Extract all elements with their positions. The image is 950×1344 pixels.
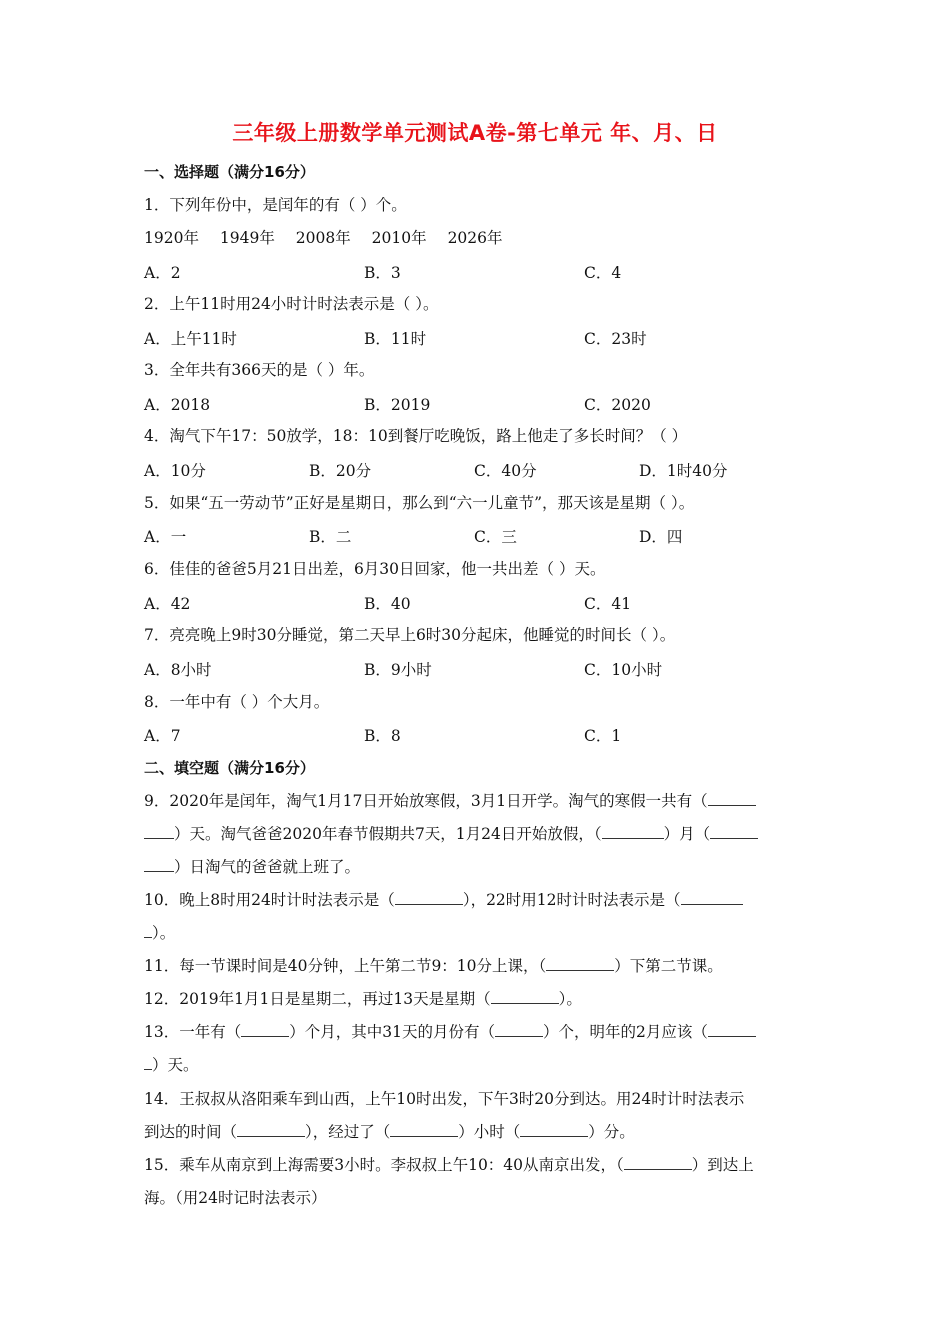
option-c: C．4 bbox=[584, 264, 622, 282]
question-1-years bbox=[144, 227, 814, 249]
question-14-line-2 bbox=[144, 1121, 814, 1143]
question-4: 4．淘气下午17：50放学，18：10到餐厅吃晚饭，路上他走了多长时间？（ ） bbox=[144, 427, 688, 445]
option-a: A．2 bbox=[144, 264, 181, 282]
question-14: 14．王叔叔从洛阳乘车到山西，上午10时出发，下午3时20分到达。用24时计时法表示 bbox=[144, 1090, 745, 1108]
question-9-line-3 bbox=[144, 856, 814, 878]
question-10 bbox=[144, 889, 814, 911]
option-a: A．上午11时 bbox=[144, 330, 237, 348]
option-b: B．40 bbox=[364, 595, 411, 613]
question-13-text: ）个，明年的2月应该（ bbox=[542, 1023, 708, 1041]
question-14-text: ），经过了（ bbox=[305, 1123, 391, 1141]
question-15 bbox=[144, 1154, 814, 1176]
option-a: A．一 bbox=[144, 528, 187, 546]
answer-blank[interactable] bbox=[602, 823, 664, 839]
option-c: C．40分 bbox=[474, 462, 537, 480]
question-14-text: 到达的时间（ bbox=[144, 1123, 238, 1141]
section-heading-fill: 二、填空题（满分16分） bbox=[144, 759, 315, 777]
question-11 bbox=[144, 955, 814, 977]
question-15-text: ）到达上 bbox=[691, 1156, 754, 1174]
answer-blank[interactable] bbox=[390, 1121, 458, 1137]
option-c: C．三 bbox=[474, 528, 517, 546]
page-title: 三年级上册数学单元测试A卷-第七单元 年、月、日 bbox=[232, 121, 718, 145]
question-10-text: ），22时用12时计时法表示是（ bbox=[462, 891, 681, 909]
question-5: 5．如果“五一劳动节”正好是星期日，那么到“六一儿童节”，那天该是星期（ ）。 bbox=[144, 494, 695, 512]
question-8: 8．一年中有（ ）个大月。 bbox=[144, 693, 330, 711]
question-12-text: 12．2019年1月1日是星期二，再过13天是星期（ bbox=[144, 990, 491, 1008]
question-9-line-2 bbox=[144, 823, 814, 845]
answer-blank[interactable] bbox=[144, 922, 152, 938]
option-a: A．7 bbox=[144, 727, 181, 745]
question-13-text: 13．一年有（ bbox=[144, 1023, 242, 1041]
question-1: 1．下列年份中，是闰年的有（ ）个。 bbox=[144, 196, 407, 214]
question-13 bbox=[144, 1021, 814, 1043]
option-b: B．2019 bbox=[364, 396, 431, 414]
option-a: A．10分 bbox=[144, 462, 206, 480]
question-12-text: ）。 bbox=[558, 990, 582, 1008]
question-2: 2．上午11时用24小时计时法表示是（ ）。 bbox=[144, 295, 439, 313]
answer-blank[interactable] bbox=[144, 856, 174, 872]
question-6: 6．佳佳的爸爸5月21日出差，6月30日回家，他一共出差（ ）天。 bbox=[144, 560, 606, 578]
year-item: 2026年 bbox=[447, 229, 503, 247]
answer-blank[interactable] bbox=[520, 1121, 588, 1137]
question-15-line-2: 海。（用24时记时法表示） bbox=[144, 1189, 327, 1207]
question-10-text: ）。 bbox=[152, 924, 176, 942]
year-item: 2010年 bbox=[371, 229, 427, 247]
question-11-text: 11．每一节课时间是40分钟，上午第二节9：10分上课，（ bbox=[144, 957, 547, 975]
option-b: B．9小时 bbox=[364, 661, 432, 679]
question-9-text: ）日淘气的爸爸就上班了。 bbox=[174, 858, 361, 876]
question-15-text: 15．乘车从南京到上海需要3小时。李叔叔上午10：40从南京出发，（ bbox=[144, 1156, 624, 1174]
question-13-text: ）个月，其中31天的月份有（ bbox=[289, 1023, 495, 1041]
answer-blank[interactable] bbox=[708, 1021, 756, 1037]
question-9 bbox=[144, 790, 814, 812]
question-14-text: ）分。 bbox=[588, 1123, 635, 1141]
option-d: D．1时40分 bbox=[639, 462, 728, 480]
answer-blank[interactable] bbox=[144, 1054, 152, 1070]
question-14-text: ）小时（ bbox=[458, 1123, 521, 1141]
question-9-text: ）天。淘气爸爸2020年春节假期共7天，1月24日开始放假，（ bbox=[174, 825, 602, 843]
question-11-text: ）下第二节课。 bbox=[614, 957, 723, 975]
year-item: 2008年 bbox=[295, 229, 351, 247]
answer-blank[interactable] bbox=[495, 1021, 543, 1037]
answer-blank[interactable] bbox=[237, 1121, 305, 1137]
option-b: B．8 bbox=[364, 727, 401, 745]
section-heading-choice: 一、选择题（满分16分） bbox=[144, 163, 315, 181]
question-9-text: ）月（ bbox=[663, 825, 711, 843]
option-c: C．2020 bbox=[584, 396, 651, 414]
option-c: C．23时 bbox=[584, 330, 647, 348]
year-item: 1949年 bbox=[219, 229, 275, 247]
answer-blank[interactable] bbox=[624, 1154, 692, 1170]
question-9-text: 9．2020年是闰年，淘气1月17日开始放寒假，3月1日开学。淘气的寒假一共有（ bbox=[144, 792, 708, 810]
option-b: B．3 bbox=[364, 264, 401, 282]
option-b: B．20分 bbox=[309, 462, 372, 480]
option-c: C．1 bbox=[584, 727, 622, 745]
option-c: C．10小时 bbox=[584, 661, 663, 679]
option-b: B．11时 bbox=[364, 330, 427, 348]
answer-blank[interactable] bbox=[395, 889, 463, 905]
answer-blank[interactable] bbox=[708, 790, 756, 806]
option-a: A．2018 bbox=[144, 396, 211, 414]
question-13-line-2 bbox=[144, 1054, 814, 1076]
question-7: 7．亮亮晚上9时30分睡觉，第二天早上6时30分起床，他睡觉的时间长（ ）。 bbox=[144, 626, 676, 644]
answer-blank[interactable] bbox=[710, 823, 758, 839]
answer-blank[interactable] bbox=[491, 988, 559, 1004]
option-d: D．四 bbox=[639, 528, 683, 546]
question-10-text: 10．晚上8时用24时计时法表示是（ bbox=[144, 891, 395, 909]
question-3: 3．全年共有366天的是（ ）年。 bbox=[144, 361, 375, 379]
answer-blank[interactable] bbox=[241, 1021, 289, 1037]
question-13-text: ）天。 bbox=[152, 1056, 199, 1074]
answer-blank[interactable] bbox=[681, 889, 743, 905]
option-b: B．二 bbox=[309, 528, 352, 546]
option-a: A．8小时 bbox=[144, 661, 212, 679]
year-item: 1920年 bbox=[144, 229, 199, 247]
answer-blank[interactable] bbox=[144, 823, 174, 839]
option-a: A．42 bbox=[144, 595, 191, 613]
option-c: C．41 bbox=[584, 595, 632, 613]
answer-blank[interactable] bbox=[546, 955, 614, 971]
question-10-line-2 bbox=[144, 922, 814, 944]
question-12 bbox=[144, 988, 814, 1010]
